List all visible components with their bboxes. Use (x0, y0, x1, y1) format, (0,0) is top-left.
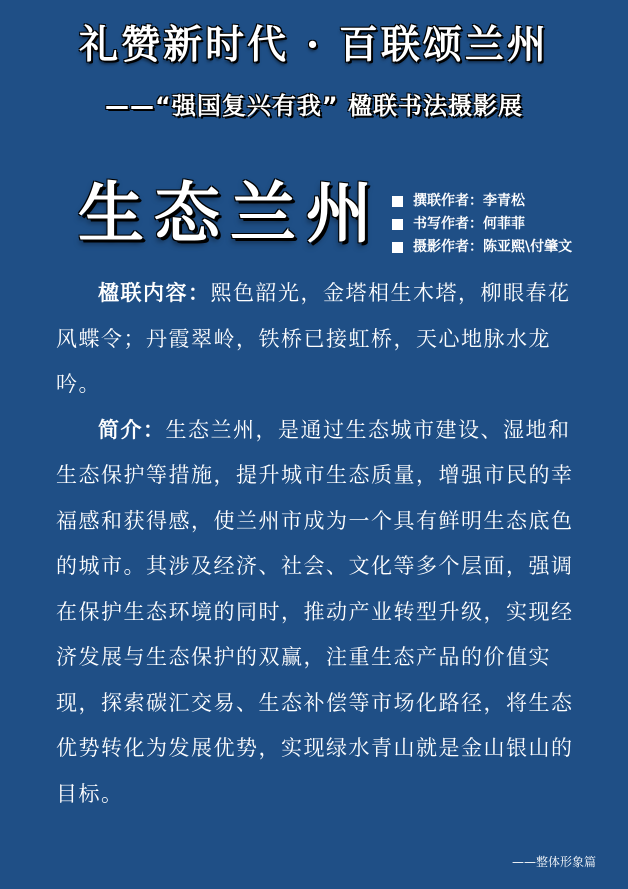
credit-label: 撰联作者： (413, 193, 483, 209)
credit-calligrapher (392, 213, 572, 236)
credit-value: 李青松 (483, 193, 525, 209)
credit-photographer (392, 236, 572, 259)
credit-value: 陈亚熙\付肇文 (483, 239, 573, 255)
main-title: 礼赞新时代 · 百联颂兰州 (79, 22, 549, 68)
credit-label: 摄影作者： (413, 239, 483, 255)
intro-paragraph (56, 408, 586, 818)
body-text (56, 271, 586, 817)
square-bullet-icon (392, 219, 403, 230)
footer-note: ——整体形象篇 (511, 855, 596, 869)
couplet-label: 楹联内容： (98, 281, 211, 305)
intro-label: 简介： (98, 417, 166, 442)
square-bullet-icon (392, 196, 403, 207)
intro-text: 生态兰州，是通过生态城市建设、湿地和生态保护等措施，提升城市生态质量，增强市民的幸福感和获得感，使兰州市成为一个具有鲜明生态底色的城市。其涉及经济、社会、文化等多个层面，强调在保护生态环境的同时，推动产业转型升级，实现经济发展与生态保护的双赢，注重生态产品的价值实现，探索碳汇交易、生态补偿等市场化路径，将生态优势转化为发展优势，实现绿水青山就是金山银山的目标。 (56, 417, 574, 806)
square-bullet-icon (392, 242, 403, 253)
credits-list (392, 190, 572, 259)
couplet-text: 熙色韶光，金塔相生木塔，柳眼春花风蝶令；丹霞翠岭，铁桥已接虹桥，天心地脉水龙吟。 (56, 281, 571, 396)
credit-couplet-author (392, 190, 572, 213)
subtitle: ——“强国复兴有我” 楹联书法摄影展 (105, 92, 523, 120)
section-heading: 生态兰州 (78, 174, 382, 252)
credit-value: 何菲菲 (483, 216, 525, 232)
credit-label: 书写作者： (413, 216, 483, 232)
couplet-paragraph (56, 271, 586, 408)
